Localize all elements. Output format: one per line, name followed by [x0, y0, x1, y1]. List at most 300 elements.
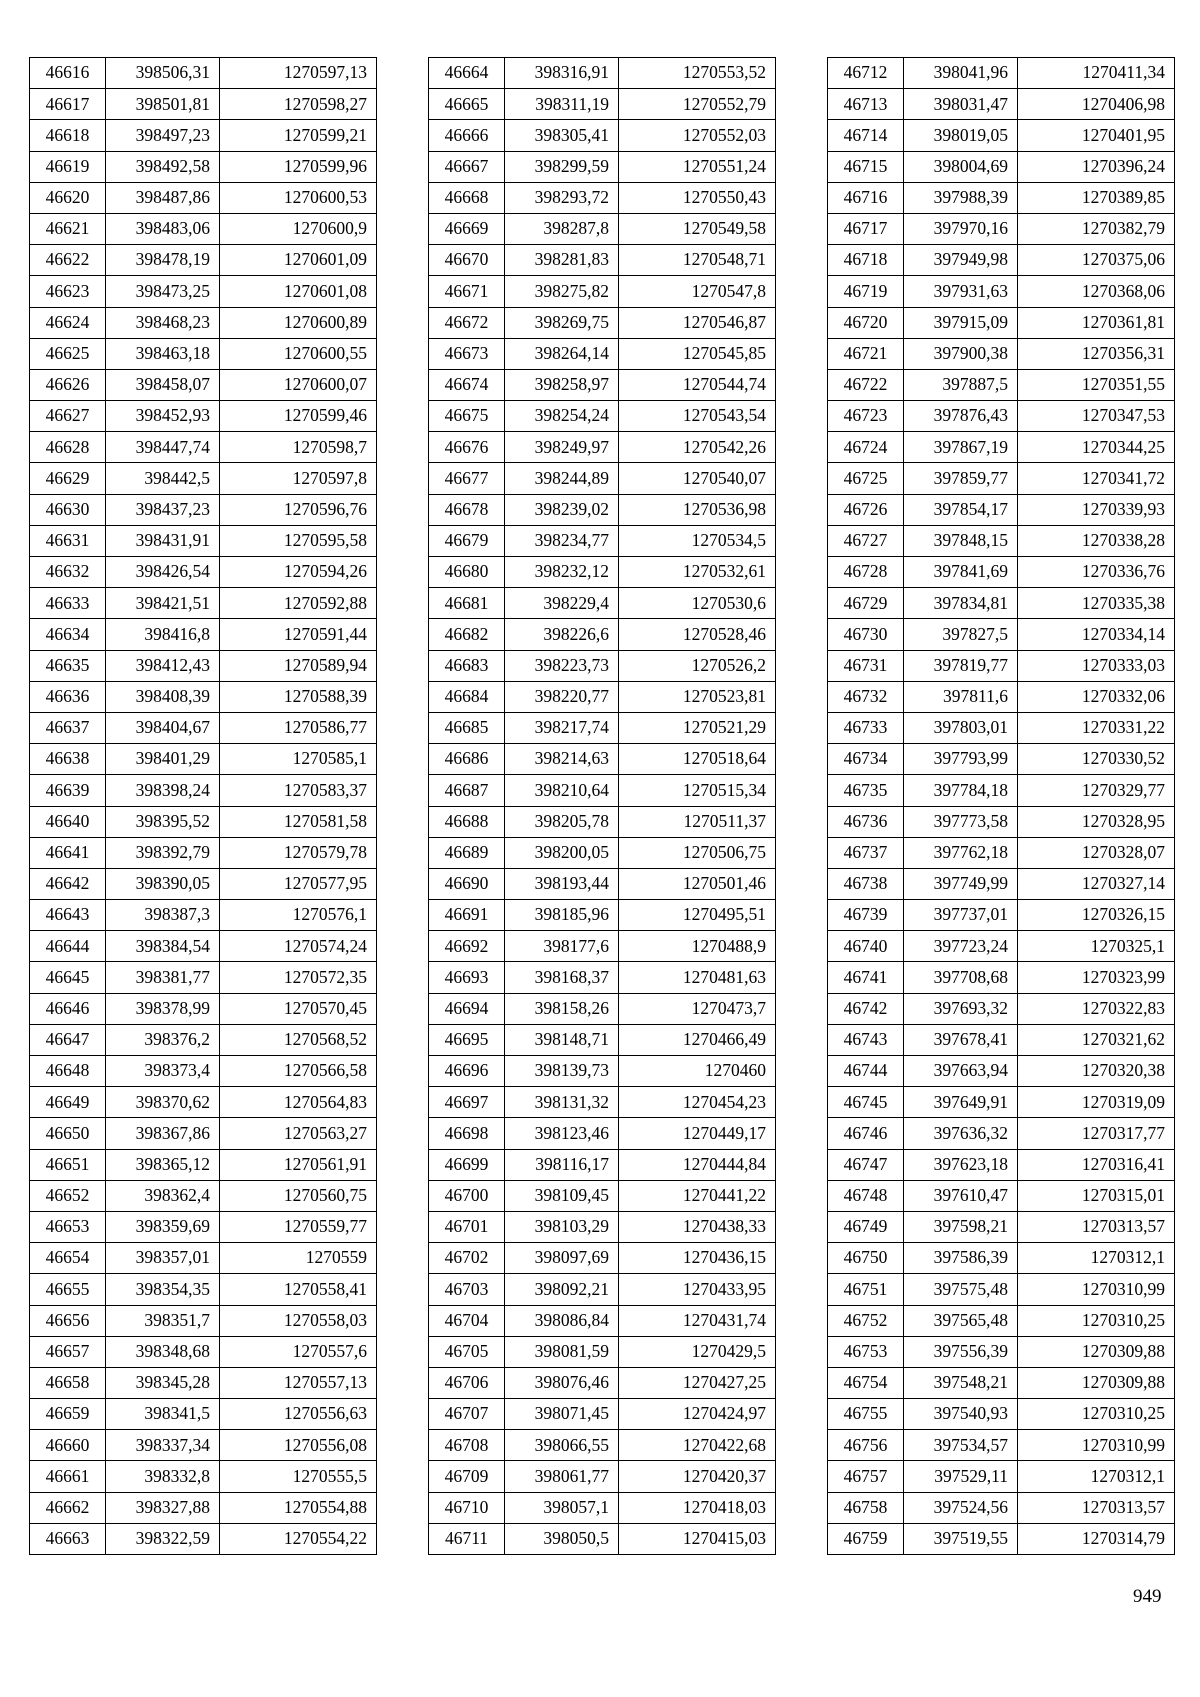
x-coordinate-cell: 397819,77: [904, 650, 1018, 681]
x-coordinate-cell: 398351,7: [106, 1305, 220, 1336]
y-coordinate-cell: 1270336,76: [1018, 557, 1175, 588]
table-row: [828, 245, 1175, 276]
table-row: [30, 1430, 377, 1461]
y-coordinate-cell: 1270563,27: [220, 1118, 377, 1149]
x-coordinate-cell: 398381,77: [106, 962, 220, 993]
point-number-cell: 46679: [429, 525, 505, 556]
table-row: [30, 494, 377, 525]
y-coordinate-cell: 1270599,96: [220, 151, 377, 182]
table-row: [429, 463, 776, 494]
table-row: [429, 806, 776, 837]
y-coordinate-cell: 1270339,93: [1018, 494, 1175, 525]
table-row: [429, 744, 776, 775]
point-number-cell: 46684: [429, 681, 505, 712]
y-coordinate-cell: 1270361,81: [1018, 307, 1175, 338]
y-coordinate-cell: 1270551,24: [619, 151, 776, 182]
y-coordinate-cell: 1270511,37: [619, 806, 776, 837]
x-coordinate-cell: 398223,73: [505, 650, 619, 681]
x-coordinate-cell: 398412,43: [106, 650, 220, 681]
table-row: [429, 58, 776, 89]
table-row: [828, 307, 1175, 338]
y-coordinate-cell: 1270583,37: [220, 775, 377, 806]
table-row: [30, 1024, 377, 1055]
point-number-cell: 46737: [828, 837, 904, 868]
point-number-cell: 46708: [429, 1430, 505, 1461]
x-coordinate-cell: 397749,99: [904, 868, 1018, 899]
table-row: [429, 307, 776, 338]
point-number-cell: 46743: [828, 1024, 904, 1055]
table-row: [429, 1367, 776, 1398]
y-coordinate-cell: 1270431,74: [619, 1305, 776, 1336]
x-coordinate-cell: 398468,23: [106, 307, 220, 338]
table-row: [828, 681, 1175, 712]
point-number-cell: 46730: [828, 619, 904, 650]
point-number-cell: 46656: [30, 1305, 106, 1336]
x-coordinate-cell: 398431,91: [106, 525, 220, 556]
x-coordinate-cell: 398392,79: [106, 837, 220, 868]
x-coordinate-cell: 397773,58: [904, 806, 1018, 837]
table-row: [429, 494, 776, 525]
table-row: [429, 1336, 776, 1367]
point-number-cell: 46728: [828, 557, 904, 588]
y-coordinate-cell: 1270415,03: [619, 1523, 776, 1554]
y-coordinate-cell: 1270540,07: [619, 463, 776, 494]
table-row: [828, 744, 1175, 775]
x-coordinate-cell: 398210,64: [505, 775, 619, 806]
y-coordinate-cell: 1270333,03: [1018, 650, 1175, 681]
x-coordinate-cell: 398492,58: [106, 151, 220, 182]
y-coordinate-cell: 1270588,39: [220, 681, 377, 712]
x-coordinate-cell: 398066,55: [505, 1430, 619, 1461]
table-row: [828, 338, 1175, 369]
point-number-cell: 46734: [828, 744, 904, 775]
point-number-cell: 46733: [828, 712, 904, 743]
point-number-cell: 46739: [828, 900, 904, 931]
y-coordinate-cell: 1270558,03: [220, 1305, 377, 1336]
y-coordinate-cell: 1270518,64: [619, 744, 776, 775]
x-coordinate-cell: 398254,24: [505, 401, 619, 432]
x-coordinate-cell: 398239,02: [505, 494, 619, 525]
point-number-cell: 46753: [828, 1336, 904, 1367]
x-coordinate-cell: 398103,29: [505, 1211, 619, 1242]
x-coordinate-cell: 397949,98: [904, 245, 1018, 276]
x-coordinate-cell: 397529,11: [904, 1461, 1018, 1492]
table-row: [30, 432, 377, 463]
y-coordinate-cell: 1270591,44: [220, 619, 377, 650]
y-coordinate-cell: 1270310,99: [1018, 1430, 1175, 1461]
point-number-cell: 46707: [429, 1399, 505, 1430]
point-number-cell: 46717: [828, 213, 904, 244]
point-number-cell: 46649: [30, 1087, 106, 1118]
point-number-cell: 46631: [30, 525, 106, 556]
y-coordinate-cell: 1270536,98: [619, 494, 776, 525]
x-coordinate-cell: 397556,39: [904, 1336, 1018, 1367]
table-row: [429, 369, 776, 400]
y-coordinate-cell: 1270319,09: [1018, 1087, 1175, 1118]
x-coordinate-cell: 398367,86: [106, 1118, 220, 1149]
x-coordinate-cell: 397540,93: [904, 1399, 1018, 1430]
y-coordinate-cell: 1270422,68: [619, 1430, 776, 1461]
x-coordinate-cell: 397565,48: [904, 1305, 1018, 1336]
x-coordinate-cell: 398416,8: [106, 619, 220, 650]
table-row: [30, 681, 377, 712]
y-coordinate-cell: 1270328,95: [1018, 806, 1175, 837]
x-coordinate-cell: 397876,43: [904, 401, 1018, 432]
x-coordinate-cell: 398139,73: [505, 1056, 619, 1087]
point-number-cell: 46643: [30, 900, 106, 931]
table-row: [30, 151, 377, 182]
y-coordinate-cell: 1270542,26: [619, 432, 776, 463]
x-coordinate-cell: 397737,01: [904, 900, 1018, 931]
point-number-cell: 46729: [828, 588, 904, 619]
point-number-cell: 46632: [30, 557, 106, 588]
x-coordinate-cell: 397693,32: [904, 993, 1018, 1024]
x-coordinate-cell: 398158,26: [505, 993, 619, 1024]
point-number-cell: 46738: [828, 868, 904, 899]
table-row: [429, 1149, 776, 1180]
table-row: [429, 89, 776, 120]
table-row: [828, 588, 1175, 619]
x-coordinate-cell: 397803,01: [904, 712, 1018, 743]
y-coordinate-cell: 1270579,78: [220, 837, 377, 868]
x-coordinate-cell: 398281,83: [505, 245, 619, 276]
table-row: [828, 1118, 1175, 1149]
x-coordinate-cell: 398501,81: [106, 89, 220, 120]
table-row: [429, 868, 776, 899]
x-coordinate-cell: 397762,18: [904, 837, 1018, 868]
table-row: [828, 837, 1175, 868]
table-row: [429, 931, 776, 962]
point-number-cell: 46702: [429, 1243, 505, 1274]
table-row: [429, 525, 776, 556]
x-coordinate-cell: 397793,99: [904, 744, 1018, 775]
point-number-cell: 46657: [30, 1336, 106, 1367]
x-coordinate-cell: 398177,6: [505, 931, 619, 962]
y-coordinate-cell: 1270599,46: [220, 401, 377, 432]
point-number-cell: 46682: [429, 619, 505, 650]
point-number-cell: 46626: [30, 369, 106, 400]
x-coordinate-cell: 398404,67: [106, 712, 220, 743]
point-number-cell: 46713: [828, 89, 904, 120]
y-coordinate-cell: 1270596,76: [220, 494, 377, 525]
y-coordinate-cell: 1270310,25: [1018, 1399, 1175, 1430]
y-coordinate-cell: 1270506,75: [619, 837, 776, 868]
x-coordinate-cell: 398004,69: [904, 151, 1018, 182]
y-coordinate-cell: 1270411,34: [1018, 58, 1175, 89]
point-number-cell: 46714: [828, 120, 904, 151]
point-number-cell: 46655: [30, 1274, 106, 1305]
y-coordinate-cell: 1270438,33: [619, 1211, 776, 1242]
y-coordinate-cell: 1270557,13: [220, 1367, 377, 1398]
y-coordinate-cell: 1270427,25: [619, 1367, 776, 1398]
y-coordinate-cell: 1270424,97: [619, 1399, 776, 1430]
x-coordinate-cell: 398426,54: [106, 557, 220, 588]
point-number-cell: 46694: [429, 993, 505, 1024]
table-row: [828, 89, 1175, 120]
point-number-cell: 46690: [429, 868, 505, 899]
table-row: [429, 619, 776, 650]
table-row: [828, 525, 1175, 556]
table-row: [828, 1087, 1175, 1118]
y-coordinate-cell: 1270557,6: [220, 1336, 377, 1367]
table-row: [828, 650, 1175, 681]
y-coordinate-cell: 1270495,51: [619, 900, 776, 931]
point-number-cell: 46647: [30, 1024, 106, 1055]
x-coordinate-cell: 397548,21: [904, 1367, 1018, 1398]
point-number-cell: 46628: [30, 432, 106, 463]
y-coordinate-cell: 1270332,06: [1018, 681, 1175, 712]
point-number-cell: 46697: [429, 1087, 505, 1118]
x-coordinate-cell: 398437,23: [106, 494, 220, 525]
point-number-cell: 46744: [828, 1056, 904, 1087]
point-number-cell: 46712: [828, 58, 904, 89]
x-coordinate-cell: 398269,75: [505, 307, 619, 338]
table-row: [30, 1243, 377, 1274]
point-number-cell: 46633: [30, 588, 106, 619]
y-coordinate-cell: 1270326,15: [1018, 900, 1175, 931]
y-coordinate-cell: 1270347,53: [1018, 401, 1175, 432]
table-row: [30, 1118, 377, 1149]
table-row: [429, 1087, 776, 1118]
y-coordinate-cell: 1270599,21: [220, 120, 377, 151]
table-row: [429, 1118, 776, 1149]
y-coordinate-cell: 1270313,57: [1018, 1492, 1175, 1523]
y-coordinate-cell: 1270553,52: [619, 58, 776, 89]
x-coordinate-cell: 397811,6: [904, 681, 1018, 712]
x-coordinate-cell: 397867,19: [904, 432, 1018, 463]
table-row: [429, 1274, 776, 1305]
x-coordinate-cell: 398478,19: [106, 245, 220, 276]
table-row: [828, 1461, 1175, 1492]
x-coordinate-cell: 397784,18: [904, 775, 1018, 806]
table-row: [828, 1211, 1175, 1242]
y-coordinate-cell: 1270389,85: [1018, 182, 1175, 213]
y-coordinate-cell: 1270314,79: [1018, 1523, 1175, 1554]
x-coordinate-cell: 397586,39: [904, 1243, 1018, 1274]
y-coordinate-cell: 1270335,38: [1018, 588, 1175, 619]
x-coordinate-cell: 398081,59: [505, 1336, 619, 1367]
point-number-cell: 46727: [828, 525, 904, 556]
x-coordinate-cell: 398332,8: [106, 1461, 220, 1492]
x-coordinate-cell: 397848,15: [904, 525, 1018, 556]
y-coordinate-cell: 1270449,17: [619, 1118, 776, 1149]
table-row: [828, 712, 1175, 743]
x-coordinate-cell: 397827,5: [904, 619, 1018, 650]
table-row: [30, 588, 377, 619]
x-coordinate-cell: 398086,84: [505, 1305, 619, 1336]
table-row: [429, 1211, 776, 1242]
point-number-cell: 46619: [30, 151, 106, 182]
y-coordinate-cell: 1270552,79: [619, 89, 776, 120]
point-number-cell: 46695: [429, 1024, 505, 1055]
y-coordinate-cell: 1270330,52: [1018, 744, 1175, 775]
table-row: [429, 1024, 776, 1055]
table-row: [30, 89, 377, 120]
table-row: [429, 151, 776, 182]
point-number-cell: 46658: [30, 1367, 106, 1398]
x-coordinate-cell: 397931,63: [904, 276, 1018, 307]
x-coordinate-cell: 398168,37: [505, 962, 619, 993]
x-coordinate-cell: 398378,99: [106, 993, 220, 1024]
table-row: [828, 1399, 1175, 1430]
point-number-cell: 46677: [429, 463, 505, 494]
y-coordinate-cell: 1270418,03: [619, 1492, 776, 1523]
table-row: [429, 900, 776, 931]
point-number-cell: 46726: [828, 494, 904, 525]
table-row: [828, 432, 1175, 463]
y-coordinate-cell: 1270309,88: [1018, 1336, 1175, 1367]
table-row: [429, 1430, 776, 1461]
point-number-cell: 46710: [429, 1492, 505, 1523]
x-coordinate-cell: 398354,35: [106, 1274, 220, 1305]
point-number-cell: 46637: [30, 712, 106, 743]
point-number-cell: 46645: [30, 962, 106, 993]
point-number-cell: 46699: [429, 1149, 505, 1180]
x-coordinate-cell: 398050,5: [505, 1523, 619, 1554]
table-row: [30, 401, 377, 432]
y-coordinate-cell: 1270334,14: [1018, 619, 1175, 650]
x-coordinate-cell: 398061,77: [505, 1461, 619, 1492]
y-coordinate-cell: 1270323,99: [1018, 962, 1175, 993]
x-coordinate-cell: 398275,82: [505, 276, 619, 307]
x-coordinate-cell: 398097,69: [505, 1243, 619, 1274]
x-coordinate-cell: 397623,18: [904, 1149, 1018, 1180]
x-coordinate-cell: 398200,05: [505, 837, 619, 868]
point-number-cell: 46687: [429, 775, 505, 806]
point-number-cell: 46698: [429, 1118, 505, 1149]
table-row: [828, 1430, 1175, 1461]
x-coordinate-cell: 398359,69: [106, 1211, 220, 1242]
y-coordinate-cell: 1270600,89: [220, 307, 377, 338]
table-row: [828, 401, 1175, 432]
point-number-cell: 46642: [30, 868, 106, 899]
y-coordinate-cell: 1270329,77: [1018, 775, 1175, 806]
table-row: [30, 1336, 377, 1367]
y-coordinate-cell: 1270344,25: [1018, 432, 1175, 463]
table-row: [828, 1180, 1175, 1211]
table-row: [828, 619, 1175, 650]
x-coordinate-cell: 398370,62: [106, 1087, 220, 1118]
table-row: [828, 1523, 1175, 1554]
x-coordinate-cell: 397663,94: [904, 1056, 1018, 1087]
table-row: [429, 182, 776, 213]
table-row: [30, 837, 377, 868]
x-coordinate-cell: 398293,72: [505, 182, 619, 213]
y-coordinate-cell: 1270382,79: [1018, 213, 1175, 244]
point-number-cell: 46732: [828, 681, 904, 712]
x-coordinate-cell: 398287,8: [505, 213, 619, 244]
y-coordinate-cell: 1270436,15: [619, 1243, 776, 1274]
table-row: [30, 557, 377, 588]
y-coordinate-cell: 1270598,7: [220, 432, 377, 463]
x-coordinate-cell: 398373,4: [106, 1056, 220, 1087]
point-number-cell: 46644: [30, 931, 106, 962]
table-row: [30, 1399, 377, 1430]
table-row: [30, 245, 377, 276]
table-row: [30, 213, 377, 244]
point-number-cell: 46693: [429, 962, 505, 993]
y-coordinate-cell: 1270488,9: [619, 931, 776, 962]
x-coordinate-cell: 398076,46: [505, 1367, 619, 1398]
x-coordinate-cell: 398205,78: [505, 806, 619, 837]
y-coordinate-cell: 1270558,41: [220, 1274, 377, 1305]
y-coordinate-cell: 1270481,63: [619, 962, 776, 993]
y-coordinate-cell: 1270600,55: [220, 338, 377, 369]
y-coordinate-cell: 1270589,94: [220, 650, 377, 681]
y-coordinate-cell: 1270586,77: [220, 712, 377, 743]
table-row: [429, 1243, 776, 1274]
point-number-cell: 46629: [30, 463, 106, 494]
y-coordinate-cell: 1270585,1: [220, 744, 377, 775]
x-coordinate-cell: 398447,74: [106, 432, 220, 463]
table-row: [828, 369, 1175, 400]
point-number-cell: 46725: [828, 463, 904, 494]
point-number-cell: 46735: [828, 775, 904, 806]
y-coordinate-cell: 1270570,45: [220, 993, 377, 1024]
x-coordinate-cell: 398019,05: [904, 120, 1018, 151]
point-number-cell: 46718: [828, 245, 904, 276]
point-number-cell: 46723: [828, 401, 904, 432]
y-coordinate-cell: 1270521,29: [619, 712, 776, 743]
x-coordinate-cell: 398071,45: [505, 1399, 619, 1430]
table-row: [30, 338, 377, 369]
point-number-cell: 46705: [429, 1336, 505, 1367]
x-coordinate-cell: 398341,5: [106, 1399, 220, 1430]
x-coordinate-cell: 398322,59: [106, 1523, 220, 1554]
y-coordinate-cell: 1270515,34: [619, 775, 776, 806]
x-coordinate-cell: 398116,17: [505, 1149, 619, 1180]
x-coordinate-cell: 398398,24: [106, 775, 220, 806]
table-body: [30, 58, 377, 1555]
point-number-cell: 46663: [30, 1523, 106, 1554]
table-row: [429, 1180, 776, 1211]
y-coordinate-cell: 1270433,95: [619, 1274, 776, 1305]
x-coordinate-cell: 398217,74: [505, 712, 619, 743]
point-number-cell: 46757: [828, 1461, 904, 1492]
y-coordinate-cell: 1270576,1: [220, 900, 377, 931]
y-coordinate-cell: 1270564,83: [220, 1087, 377, 1118]
point-number-cell: 46673: [429, 338, 505, 369]
x-coordinate-cell: 397610,47: [904, 1180, 1018, 1211]
point-number-cell: 46639: [30, 775, 106, 806]
x-coordinate-cell: 398348,68: [106, 1336, 220, 1367]
point-number-cell: 46627: [30, 401, 106, 432]
table-row: [828, 993, 1175, 1024]
x-coordinate-cell: 398376,2: [106, 1024, 220, 1055]
point-number-cell: 46674: [429, 369, 505, 400]
x-coordinate-cell: 397575,48: [904, 1274, 1018, 1305]
point-number-cell: 46759: [828, 1523, 904, 1554]
page-number: 949: [1133, 1586, 1162, 1607]
point-number-cell: 46755: [828, 1399, 904, 1430]
point-number-cell: 46675: [429, 401, 505, 432]
x-coordinate-cell: 397519,55: [904, 1523, 1018, 1554]
point-number-cell: 46635: [30, 650, 106, 681]
x-coordinate-cell: 397708,68: [904, 962, 1018, 993]
y-coordinate-cell: 1270598,27: [220, 89, 377, 120]
table-row: [429, 276, 776, 307]
y-coordinate-cell: 1270574,24: [220, 931, 377, 962]
x-coordinate-cell: 398220,77: [505, 681, 619, 712]
y-coordinate-cell: 1270406,98: [1018, 89, 1175, 120]
x-coordinate-cell: 398041,96: [904, 58, 1018, 89]
table-row: [429, 962, 776, 993]
y-coordinate-cell: 1270601,08: [220, 276, 377, 307]
table-row: [429, 1492, 776, 1523]
table-row: [828, 1274, 1175, 1305]
y-coordinate-cell: 1270595,58: [220, 525, 377, 556]
y-coordinate-cell: 1270528,46: [619, 619, 776, 650]
